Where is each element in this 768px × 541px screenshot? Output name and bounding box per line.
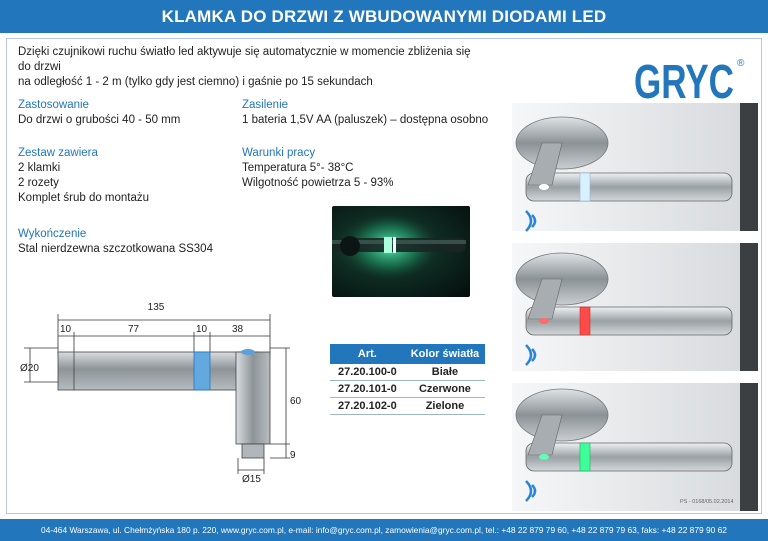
- footer-contact: 04-464 Warszawa, ul. Chełmżyńska 180 p. 220, www.gryc.com.pl, e-mail: info@gryc.com.pl, zamowienia@gryc.com.pl, tel.: +48 22 879 79 60, +48 22 879 79 63, faks: +48 22 879 90 62: [0, 519, 768, 541]
- section-title: Zasilenie: [242, 99, 289, 111]
- section-title: Zestaw zawiera: [18, 147, 98, 159]
- intro-line-1: Dzięki czujnikowi ruchu światło led aktywuje się automatycznie w momencie zbliżenia się do drzwi: [18, 46, 471, 73]
- dim-total: 135: [147, 302, 165, 313]
- section-zastosowanie: [18, 98, 180, 128]
- gryc-logo: [634, 56, 750, 102]
- intro-line-2: na odległość 1 - 2 m (tylko gdy jest ciemno) i gaśnie po 15 sekundach: [18, 76, 373, 88]
- dim-seg3: 10: [196, 324, 208, 335]
- section-line: 1 bateria 1,5V AA (paluszek) – dostępna osobno: [242, 114, 489, 126]
- section-line: Wilgotność powietrza 5 - 93%: [242, 177, 394, 189]
- table-header-row: [330, 344, 485, 364]
- section-line: Do drzwi o grubości 40 - 50 mm: [18, 114, 181, 126]
- photo-white-led: [512, 103, 758, 231]
- table-row: [330, 398, 485, 415]
- table-header-art: Art.: [330, 344, 405, 364]
- section-warunki: [242, 146, 393, 191]
- section-title: Zastosowanie: [18, 99, 89, 111]
- table-cell-art: 27.20.102-0: [330, 398, 405, 415]
- section-wykonczenie: [18, 227, 213, 257]
- section-line: 2 klamki: [18, 162, 61, 174]
- dim-tip-diameter: Ø15: [242, 474, 261, 485]
- product-photos: [512, 103, 758, 511]
- table-cell-color: Białe: [405, 364, 485, 381]
- table-header-color: Kolor światła: [405, 344, 485, 364]
- gryc-logo-text: GRYC: [634, 56, 734, 102]
- document-code: PS - 0168/05.02.2014: [680, 499, 734, 505]
- table-cell-color: Czerwone: [405, 381, 485, 398]
- intro-text: [18, 45, 478, 90]
- section-line: 2 rozety: [18, 177, 59, 189]
- dim-tip: 9: [290, 450, 296, 461]
- registered-mark: ®: [737, 58, 745, 69]
- table-row: [330, 364, 485, 381]
- article-table: [330, 344, 485, 415]
- photo-red-led: [512, 243, 758, 371]
- section-title: Warunki pracy: [242, 147, 316, 159]
- section-line: Komplet śrub do montażu: [18, 192, 150, 204]
- dim-seg4: 38: [232, 324, 244, 335]
- table-cell-art: 27.20.101-0: [330, 381, 405, 398]
- section-line: Stal nierdzewna szczotkowana SS304: [18, 243, 213, 255]
- page-title: KLAMKA DO DRZWI Z WBUDOWANYMI DIODAMI LED: [0, 0, 768, 33]
- green-led-photo: [332, 206, 470, 297]
- table-cell-color: Zielone: [405, 398, 485, 415]
- dim-diameter: Ø20: [20, 363, 39, 374]
- green-led-handle-image: [332, 206, 470, 297]
- section-title: Wykończenie: [18, 228, 87, 240]
- section-zestaw: [18, 146, 149, 206]
- section-zasilenie: [242, 98, 488, 128]
- photo-green-led: [512, 383, 758, 511]
- technical-drawing: [16, 296, 316, 486]
- table-cell-art: 27.20.100-0: [330, 364, 405, 381]
- table-row: [330, 381, 485, 398]
- dim-seg1: 10: [60, 324, 72, 335]
- section-line: Temperatura 5°- 38°C: [242, 162, 354, 174]
- dim-height: 60: [290, 396, 302, 407]
- dim-seg2: 77: [128, 324, 140, 335]
